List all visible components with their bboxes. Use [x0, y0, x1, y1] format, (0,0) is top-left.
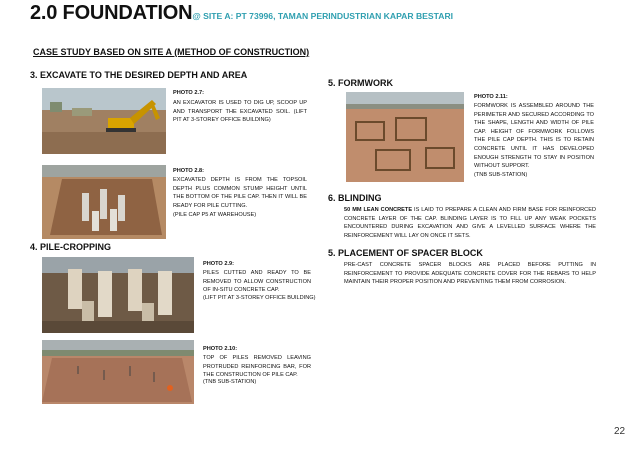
- photo-2-11-label: PHOTO 2.11:: [474, 94, 508, 100]
- photo-2-9-caption: PILES CUTTED AND READY TO BE REMOVED TO ALLOW CONSTRUCTION OF IN-SITU CONCRETE CAP.: [203, 270, 311, 294]
- photo-2-7-label: PHOTO 2.7:: [173, 90, 204, 96]
- photo-2-10-caption: TOP OF PILES REMOVED LEAVING PROTRUDED REINFORCING BAR, FOR THE CONSTRUCTION OF PILE CAP.: [203, 355, 311, 379]
- photo-2-8-caption: EXCAVATED DEPTH IS FROM THE TOPSOIL DEPTH PLUS COMMON STUMP HEIGHT UNTIL THE BOTTOM OF THE PILE CAP. THEN IT WILL BE READY FOR PILE CUTTING.: [173, 177, 307, 209]
- photo-2-11-note: (TNB SUB-STATION): [474, 172, 528, 178]
- section-5-formwork-heading: 5. FORMWORK: [328, 78, 393, 88]
- section-5-spacer-heading: 5. PLACEMENT OF SPACER BLOCK: [328, 248, 483, 258]
- section-4-heading: 4. PILE-CROPPING: [30, 242, 112, 252]
- photo-2-9-note: (LIFT PIT AT 3-STOREY OFFICE BUILDING): [203, 295, 316, 301]
- section-6-heading: 6. BLINDING: [328, 193, 382, 203]
- page-header: [30, 2, 453, 25]
- photo-2-9-label: PHOTO 2.9:: [203, 261, 234, 267]
- photo-excavated-pit: [42, 165, 166, 239]
- blinding-paragraph: [344, 206, 596, 240]
- photo-excavator: [42, 88, 166, 154]
- photo-2-8-note: (PILE CAP P5 AT WAREHOUSE): [173, 212, 257, 218]
- photo-formwork: [346, 92, 464, 182]
- photo-2-7-caption: AN EXCAVATOR IS USED TO DIG UP, SCOOP UP AND TRANSPORT THE EXCAVATED SOIL. (LIFT PIT AT 3-STOREY OFFICE BUILDING): [173, 100, 307, 124]
- photo-protruding-rebars: [42, 340, 194, 404]
- site-label: @ SITE A: PT 73996, TAMAN PERINDUSTRIAN KAPAR BESTARI: [192, 11, 454, 21]
- section-3-heading: 3. EXCAVATE TO THE DESIRED DEPTH AND AREA: [30, 70, 248, 80]
- spacer-paragraph: PRE-CAST CONCRETE SPACER BLOCKS ARE PLACED BEFORE PUTTING IN REINFORCEMENT TO PROVIDE ADEQUATE CONCRETE COVER FOR THE REBARS TO HELP MAINTAIN THEIR PROPER POSITION AND PREVENTING THEM FROM CORROSION.: [344, 262, 596, 286]
- blinding-lead: 50 MM LEAN CONCRETE: [344, 207, 413, 213]
- photo-2-8-label: PHOTO 2.8:: [173, 168, 204, 174]
- blinding-text: IS LAID TO PREPARE A CLEAN AND FIRM BASE FOR REINFORCED CONCRETE LAYER OF THE CAP. BLINDING LAYER IS TO FILL UP ANY WEAK POCKETS ENCOUNTERED DURING EXCAVATION AND GIVE A LEVELLED SURFACE WHERE THE REINFORCEMENT WILL LAY ON ONCE IT SETS.: [344, 207, 596, 239]
- case-study-subtitle: CASE STUDY BASED ON SITE A (METHOD OF CONSTRUCTION): [33, 47, 310, 57]
- photo-2-11-caption: FORMWORK IS ASSEMBLED AROUND THE PERIMETER AND SECURED ACCORDING TO THE SHAPE, LENGTH AND WIDTH OF PILE CAP. HEIGHT OF FORMWORK FOLLOWS THE PILE CAP DEPTH. THIS IS TO RETAIN CONCRETE UNTIL IT HAS DEVELOPED ENOUGH STRENGTH TO STAY IN POSITION WITHOUT SUPPORT.: [474, 103, 594, 170]
- photo-2-10-note: (TNB SUB-STATION): [203, 379, 257, 385]
- photo-2-10-label: PHOTO 2.10:: [203, 346, 238, 352]
- photo-cut-piles: [42, 257, 194, 333]
- page-title: 2.0 FOUNDATION: [30, 2, 193, 24]
- page-number: 22: [614, 426, 626, 437]
